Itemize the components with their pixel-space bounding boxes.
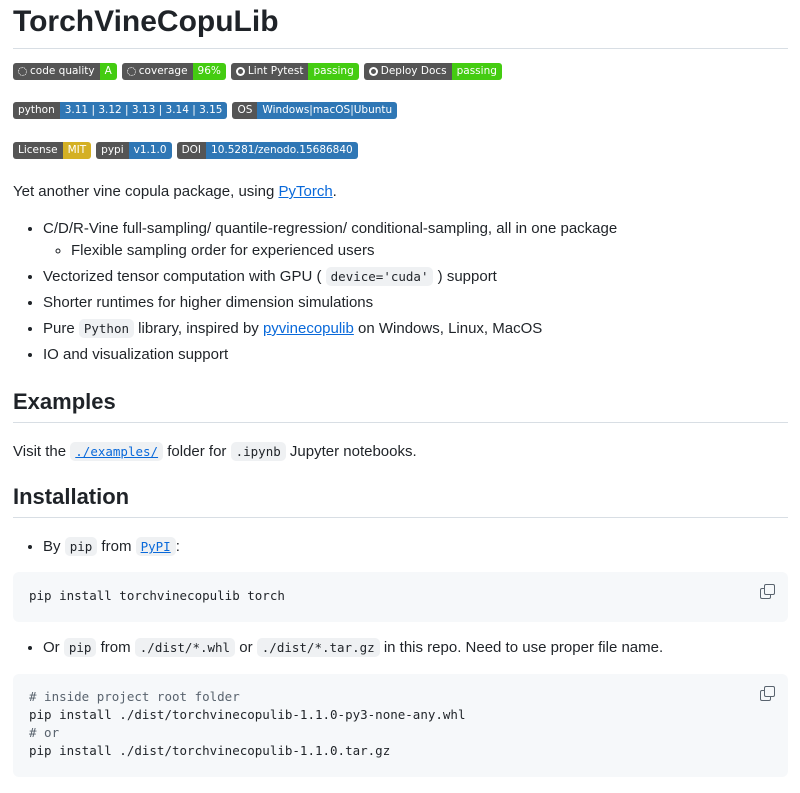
github-icon [236, 67, 245, 76]
copy-icon[interactable] [760, 584, 774, 598]
examples-folder-link[interactable]: ./examples/ [75, 444, 159, 459]
deploy-docs-badge[interactable]: Deploy Docs passing [364, 63, 502, 80]
installation-heading: Installation [13, 483, 788, 518]
list-item: • Shorter runtimes for higher dimension simulations [43, 292, 617, 314]
pytorch-link[interactable]: PyTorch [278, 183, 333, 200]
list-item: • By pip from PyPI : [43, 536, 180, 558]
list-item: • Or pip from ./dist/*.whl or ./dist/*.tar.gz in this repo. Need to use proper file name. [43, 637, 663, 659]
list-item: • IO and visualization support [43, 344, 617, 366]
list-item: • Vectorized tensor computation with GPU ( device='cuda' ) support [43, 266, 617, 288]
inline-code: ./dist/*.whl [135, 638, 235, 657]
lint-pytest-badge[interactable]: Lint Pytest passing [231, 63, 359, 80]
page-title: TorchVineCopuLib [13, 0, 788, 49]
doi-badge[interactable]: DOI 10.5281/zenodo.15686840 [177, 142, 358, 159]
install-list-1 [13, 536, 180, 558]
code-quality-badge[interactable]: code quality A [13, 63, 117, 80]
inline-code: pip [65, 537, 98, 556]
code-block-local[interactable]: # inside project root folder pip install ./dist/torchvinecopulib-1.1.0-py3-none-any.whl # or pip install ./dist/torchvinecopulib-1.1.0.tar.gz [13, 674, 788, 777]
code-block-pip[interactable]: pip install torchvinecopulib torch [13, 572, 788, 622]
feature-list [13, 218, 617, 370]
python-version-badge[interactable]: python 3.11 | 3.12 | 3.13 | 3.14 | 3.15 [13, 102, 227, 119]
badge-row-platform [13, 102, 397, 119]
list-item: • Pure Python library, inspired by pyvinecopulib on Windows, Linux, MacOS [43, 318, 617, 340]
badge-row-quality [13, 63, 502, 80]
examples-heading: Examples [13, 388, 788, 423]
inline-code: Python [79, 319, 134, 338]
coverage-badge[interactable]: coverage 96% [122, 63, 226, 80]
license-badge[interactable]: License MIT [13, 142, 91, 159]
pypi-link[interactable]: PyPI [140, 539, 171, 554]
intro-paragraph: Yet another vine copula package, using PyTorch. [13, 183, 337, 200]
examples-paragraph: Visit the ./examples/ folder for .ipynb Jupyter notebooks. [13, 443, 417, 460]
install-list-2 [13, 637, 663, 659]
copy-icon[interactable] [760, 686, 774, 700]
pypi-badge[interactable]: pypi v1.1.0 [96, 142, 171, 159]
inline-code: .ipynb [231, 442, 286, 461]
inline-code: device='cuda' [326, 267, 434, 286]
list-item: ◦ Flexible sampling order for experienced users [71, 240, 617, 262]
inline-code: ./dist/*.tar.gz [257, 638, 380, 657]
badge-row-meta [13, 142, 358, 159]
sub-list [43, 240, 617, 262]
list-item: • C/D/R-Vine full-sampling/ quantile-regression/ conditional-sampling, all in one package ◦ Flexible sampling order for experienced users [43, 218, 617, 262]
github-icon [369, 67, 378, 76]
inline-code: pip [64, 638, 97, 657]
pyvinecopulib-link[interactable]: pyvinecopulib [262, 320, 354, 337]
os-badge[interactable]: OS Windows|macOS|Ubuntu [232, 102, 397, 119]
ring-icon [127, 67, 136, 76]
ring-icon [18, 67, 27, 76]
